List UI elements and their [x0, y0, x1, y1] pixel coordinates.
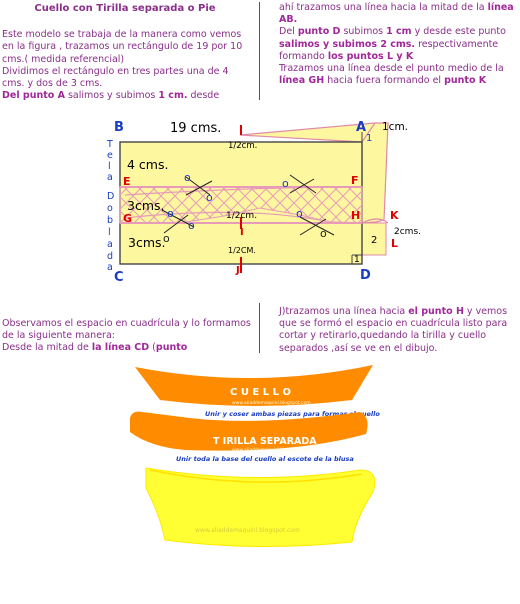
label-c: C	[114, 270, 124, 285]
yellow-url: www.aliaddemaquinl.blogspot.com	[195, 527, 300, 534]
paragraph-line-gh: Trazamos una línea desde el punto medio de la línea GH hacia fuera formando el punto K	[279, 63, 504, 87]
paragraph-point-h: J)trazamos una línea hacia el punto H y vemos que se formó el espacio en cuadrícula listo para cortar y retirarlo,quedando la tirilla y cuello separados ,así se ve en el dibujo.	[279, 306, 508, 354]
note-attach: Unir toda la base del cuello al escote de la blusa	[176, 455, 354, 463]
paragraph-intro: Este modelo se trabaja de la manera como vemos en la figura , trazamos un rectángulo de 19 por 10 cms.( medida referencial)	[2, 29, 243, 65]
paragraph-divide: Dividimos el rectángulo en tres partes una de 4 cms. y dos de 3 cms.	[2, 65, 229, 90]
label-j: J	[236, 265, 240, 276]
o-mark: o	[184, 171, 191, 184]
label-i: I	[240, 227, 244, 238]
top-right-text	[279, 2, 519, 87]
tirilla-label: T IRILLA SEPARADA	[213, 436, 317, 447]
label-d: D	[360, 268, 371, 283]
fold-letter: a	[107, 172, 113, 183]
label-a: A	[356, 120, 367, 135]
fold-letter: l	[108, 161, 111, 172]
divider-bottom	[259, 303, 260, 353]
cuello-piece	[135, 365, 373, 406]
label-b: B	[114, 120, 124, 135]
cuello-label: C U E L L O	[230, 387, 291, 398]
band-3cms-a: 3cms.	[127, 198, 165, 213]
o-mark: o	[282, 177, 289, 190]
measure-two: 2	[371, 235, 378, 246]
o-mark: o	[320, 227, 327, 240]
band-3cms-b: 3cms.	[128, 235, 166, 250]
paragraph-point-d: Del punto D subimos 1 cm y desde este punto salimos y subimos 2 cms. respectivamente formando los puntos L y K	[279, 26, 506, 62]
label-e: E	[123, 175, 131, 188]
measure-one-a: 1	[366, 133, 373, 144]
pattern-diagram	[0, 105, 520, 290]
o-mark: o	[167, 207, 174, 220]
final-pieces	[0, 360, 520, 550]
divider-top	[259, 2, 260, 100]
paragraph-point-a: Del punto A salimos y subimos 1 cm. desde	[2, 90, 220, 102]
fold-letter: a	[107, 239, 113, 250]
fold-letter: d	[107, 251, 114, 262]
o-mark: o	[206, 191, 213, 204]
bottom-right-text	[279, 306, 519, 355]
measure-1cm: 1cm.	[382, 121, 409, 133]
paragraph-line-cd: Desde la mitad de la línea CD (punto	[2, 342, 188, 354]
note-join: Unir y coser ambas piezas para formar el cuello	[205, 410, 380, 418]
measure-half-top: 1/2cm.	[228, 141, 258, 151]
label-h: H	[351, 209, 361, 222]
page-title: Cuello con Tirilla separada o Pie	[34, 3, 216, 14]
cuello-url: www.aliaddemaquinl.blogspot.com	[232, 401, 311, 406]
label-g: G	[123, 212, 133, 225]
measure-one-d: 1	[354, 255, 360, 265]
top-left-text	[2, 3, 248, 102]
o-mark: o	[296, 207, 303, 220]
yellow-piece	[146, 468, 375, 547]
fold-letter: T	[107, 139, 113, 150]
fold-letter: e	[107, 150, 113, 161]
fold-letter: a	[107, 262, 113, 273]
fold-letter: D	[107, 191, 115, 202]
label-l: L	[391, 237, 399, 250]
paragraph-line-ab: ahí trazamos una línea hacia la mitad de la línea AB.	[279, 2, 514, 26]
measure-2cms: 2cms.	[394, 227, 421, 237]
measure-half-bottom: 1/2CM.	[228, 246, 256, 255]
tela-doblada-label	[106, 139, 114, 273]
fold-letter: b	[107, 215, 114, 226]
o-mark: o	[188, 219, 195, 232]
label-f: F	[351, 174, 359, 187]
paragraph-observe: Observamos el espacio en cuadrícula y lo formamos de la siguiente manera:	[2, 318, 251, 342]
band-4cms: 4 cms.	[127, 157, 169, 172]
tirilla-url: www.aliaddemaquinl.blogspot.com	[232, 448, 311, 453]
measure-19: 19 cms.	[170, 121, 222, 136]
o-mark: o	[163, 232, 170, 245]
label-k: K	[390, 209, 399, 222]
fold-letter: l	[108, 227, 111, 238]
fold-letter: o	[107, 203, 113, 214]
bottom-left-text	[2, 318, 252, 355]
measure-half-mid: 1/2cm.	[226, 211, 258, 221]
